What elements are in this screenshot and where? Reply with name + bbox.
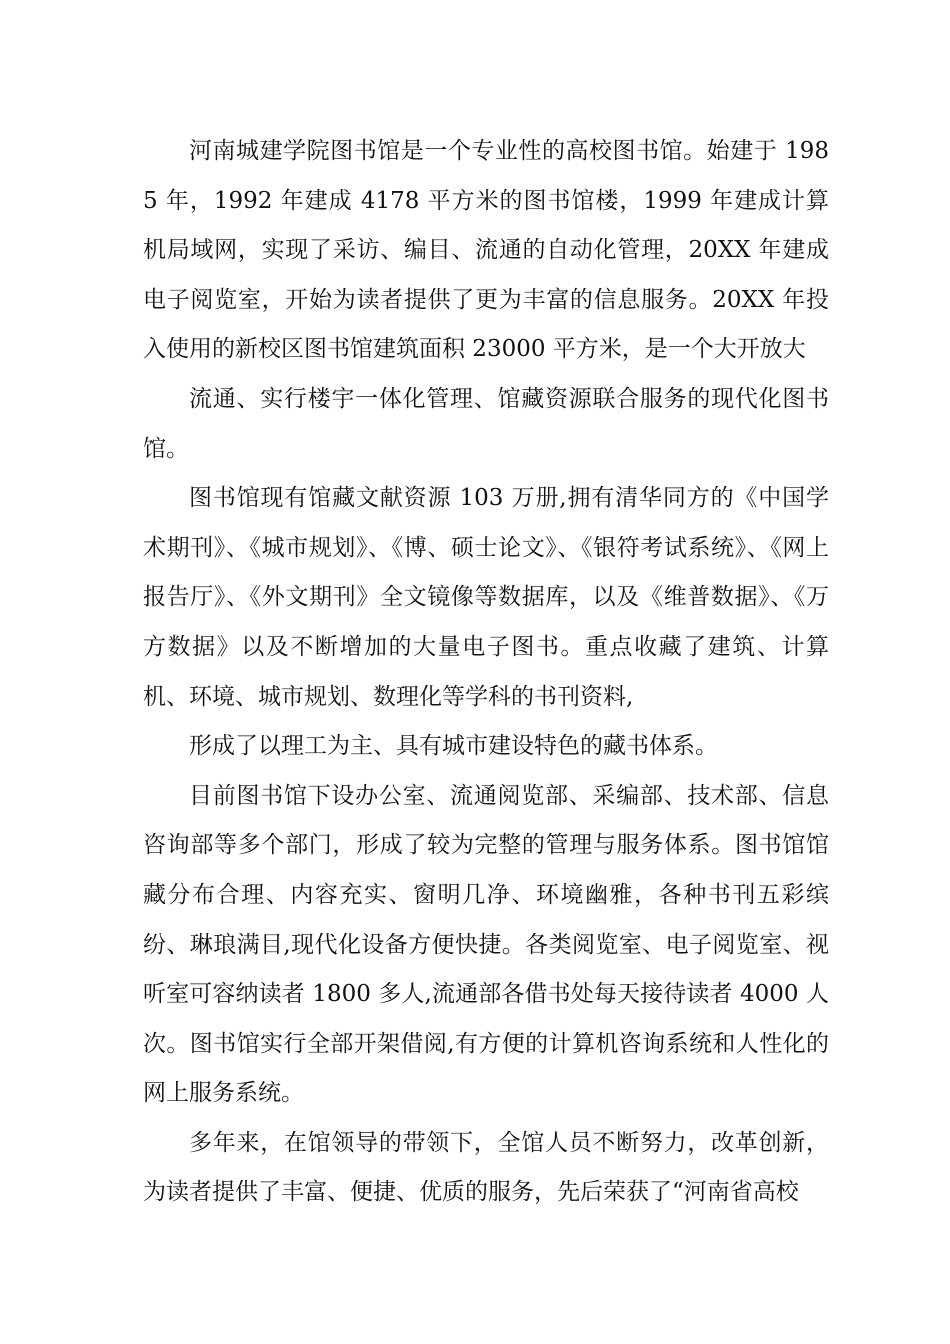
paragraph-collection-resources: 图书馆现有馆藏文献资源 103 万册,拥有清华同方的《中国学术期刊》、《城市规划》、《博、硕士论文》、《银符考试系统》、《网上报告厅》、《外文期刊》全文镜像等数据库，以及《维普数据》、《万方数据》以及不断增加的大量电子图书。重点收藏了建筑、计算机、环境、城市规划、数理化等学科的书刊资料,	[143, 485, 829, 710]
paragraph-library-management: 流通、实行楼宇一体化管理、馆藏资源联合服务的现代化图书馆。	[143, 385, 829, 462]
paragraph-collection-system: 形成了以理工为主、具有城市建设特色的藏书体系。	[189, 733, 718, 760]
paragraph-library-history: 河南城建学院图书馆是一个专业性的高校图书馆。始建于 1985 年，1992 年建成 4178 平方米的图书馆楼，1999 年建成计算机局域网，实现了采访、编目、流通的自动化管理，20XX 年建成电子阅览室，开始为读者提供了更为丰富的信息服务。20XX 年投入使用的新校区图书馆建筑面积 23000 平方米，是一个大开放大	[143, 138, 829, 363]
paragraph-departments: 目前图书馆下设办公室、流通阅览部、采编部、技术部、信息咨询部等多个部门，形成了较为完整的管理与服务体系。图书馆馆藏分布合理、内容充实、窗明几净、环境幽雅，各种书刊五彩缤纷、琳琅满目,现代化设备方便快捷。各类阅览室、电子阅览室、视听室可容纳读者 1800 多人,流通部各借书处每天接待读者 4000 人次。图书馆实行全部开架借阅,有方便的计算机咨询系统和人性化的网上服务系统。	[143, 782, 829, 1107]
document-body	[143, 127, 829, 1218]
paragraph-achievements: 多年来，在馆领导的带领下，全馆人员不断努力，改革创新，为读者提供了丰富、便捷、优质的服务，先后荣获了“河南省高校	[143, 1129, 829, 1206]
